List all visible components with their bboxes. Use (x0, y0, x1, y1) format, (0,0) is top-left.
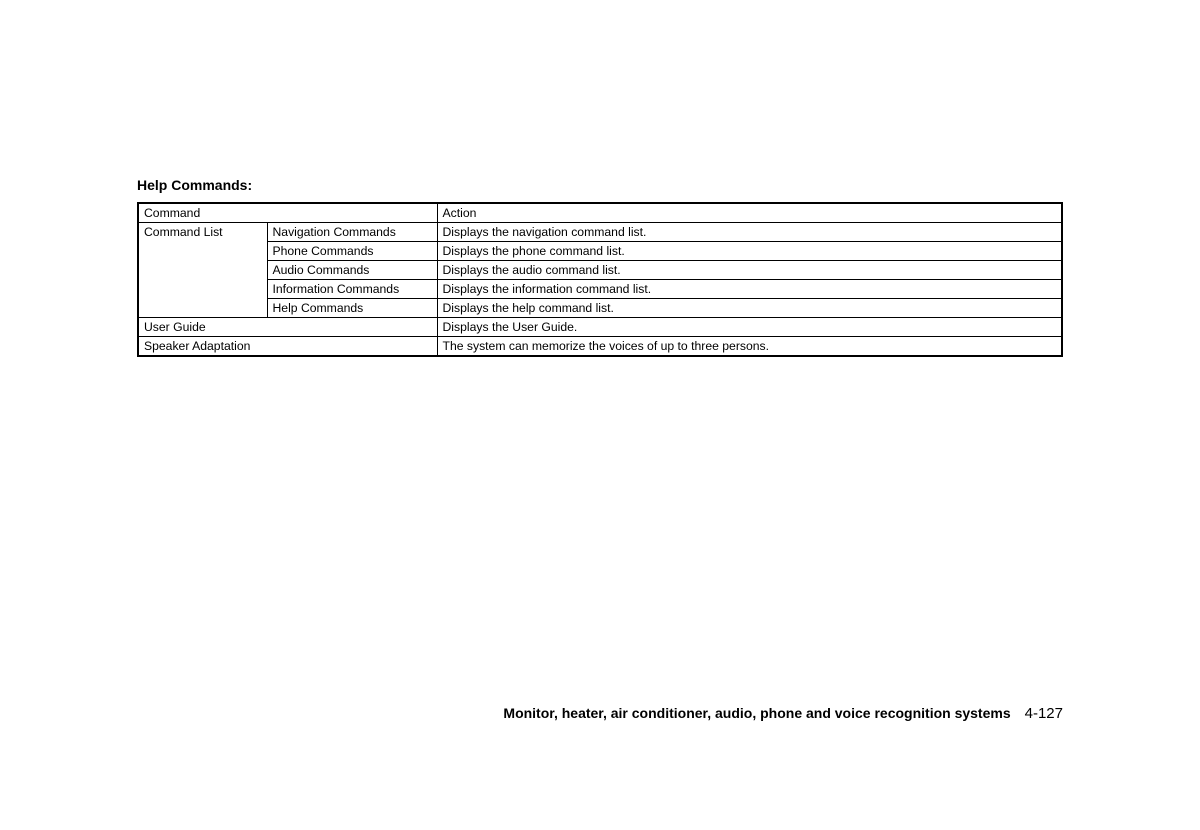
command-cell: User Guide (138, 318, 437, 337)
command-cell: Speaker Adaptation (138, 337, 437, 357)
table-header-row (138, 203, 1062, 223)
table-row (138, 242, 1062, 261)
section-title: Help Commands: (137, 177, 253, 193)
sub-command: Phone Commands (267, 242, 437, 261)
table-row (138, 261, 1062, 280)
action-cell: Displays the phone command list. (437, 242, 1062, 261)
action-cell: Displays the help command list. (437, 299, 1062, 318)
header-command: Command (138, 203, 437, 223)
header-action: Action (437, 203, 1062, 223)
page-footer (503, 705, 1063, 722)
page-number: 4-127 (1024, 705, 1063, 722)
sub-command: Help Commands (267, 299, 437, 318)
table-row (138, 337, 1062, 357)
table-row (138, 223, 1062, 242)
footer-chapter-title: Monitor, heater, air conditioner, audio, phone and voice recognition systems (503, 705, 1011, 721)
action-cell: Displays the User Guide. (437, 318, 1062, 337)
sub-command: Navigation Commands (267, 223, 437, 242)
action-cell: The system can memorize the voices of up to three persons. (437, 337, 1062, 357)
sub-command: Information Commands (267, 280, 437, 299)
help-commands-table (137, 202, 1063, 357)
command-list-label: Command List (138, 223, 267, 318)
action-cell: Displays the audio command list. (437, 261, 1062, 280)
sub-command: Audio Commands (267, 261, 437, 280)
action-cell: Displays the information command list. (437, 280, 1062, 299)
table-row (138, 280, 1062, 299)
action-cell: Displays the navigation command list. (437, 223, 1062, 242)
table-row (138, 299, 1062, 318)
table-row (138, 318, 1062, 337)
